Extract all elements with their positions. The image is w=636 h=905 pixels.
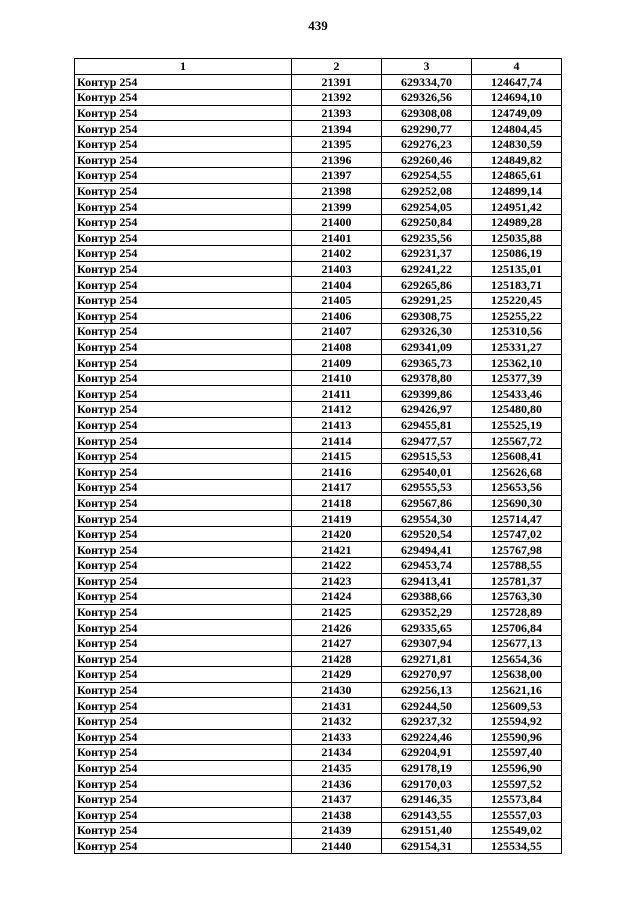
x-coordinate-cell: 629378,80 [382,370,472,386]
contour-name-cell: Контур 254 [75,620,292,636]
point-number-cell: 21394 [292,121,382,137]
y-coordinate-cell: 125788,55 [472,558,562,574]
table-row [75,713,562,729]
contour-name-cell: Контур 254 [75,246,292,262]
table-row [75,511,562,527]
contour-name-cell: Контур 254 [75,651,292,667]
point-number-cell: 21424 [292,589,382,605]
x-coordinate-cell: 629237,32 [382,713,472,729]
table-row [75,698,562,714]
point-number-cell: 21399 [292,199,382,215]
contour-name-cell: Контур 254 [75,791,292,807]
table-row [75,105,562,121]
contour-name-cell: Контур 254 [75,760,292,776]
point-number-cell: 21402 [292,246,382,262]
point-number-cell: 21410 [292,370,382,386]
y-coordinate-cell: 125086,19 [472,246,562,262]
contour-name-cell: Контур 254 [75,838,292,854]
x-coordinate-cell: 629399,86 [382,386,472,402]
point-number-cell: 21415 [292,448,382,464]
contour-name-cell: Контур 254 [75,277,292,293]
contour-name-cell: Контур 254 [75,324,292,340]
point-number-cell: 21420 [292,526,382,542]
point-number-cell: 21395 [292,136,382,152]
table-row [75,152,562,168]
y-coordinate-cell: 124865,61 [472,168,562,184]
contour-name-cell: Контур 254 [75,589,292,605]
page-number: 439 [308,18,328,33]
point-number-cell: 21397 [292,168,382,184]
x-coordinate-cell: 629265,86 [382,277,472,293]
point-number-cell: 21440 [292,838,382,854]
x-coordinate-cell: 629270,97 [382,667,472,683]
column-header-1: 1 [75,59,292,75]
contour-name-cell: Контур 254 [75,308,292,324]
contour-name-cell: Контур 254 [75,214,292,230]
y-coordinate-cell: 125728,89 [472,604,562,620]
y-coordinate-cell: 125255,22 [472,308,562,324]
table-row [75,604,562,620]
table-row [75,745,562,761]
y-coordinate-cell: 125480,80 [472,402,562,418]
table-row [75,448,562,464]
x-coordinate-cell: 629151,40 [382,823,472,839]
table-row [75,791,562,807]
point-number-cell: 21405 [292,292,382,308]
x-coordinate-cell: 629554,30 [382,511,472,527]
table-row [75,230,562,246]
x-coordinate-cell: 629426,97 [382,402,472,418]
x-coordinate-cell: 629244,50 [382,698,472,714]
y-coordinate-cell: 125706,84 [472,620,562,636]
y-coordinate-cell: 125183,71 [472,277,562,293]
point-number-cell: 21403 [292,261,382,277]
x-coordinate-cell: 629256,13 [382,682,472,698]
table-row [75,292,562,308]
point-number-cell: 21416 [292,464,382,480]
y-coordinate-cell: 125714,47 [472,511,562,527]
point-number-cell: 21421 [292,542,382,558]
y-coordinate-cell: 125608,41 [472,448,562,464]
x-coordinate-cell: 629290,77 [382,121,472,137]
contour-name-cell: Контур 254 [75,745,292,761]
y-coordinate-cell: 125567,72 [472,433,562,449]
contour-name-cell: Контур 254 [75,417,292,433]
point-number-cell: 21437 [292,791,382,807]
point-number-cell: 21429 [292,667,382,683]
x-coordinate-cell: 629567,86 [382,495,472,511]
y-coordinate-cell: 125781,37 [472,573,562,589]
column-header-3: 3 [382,59,472,75]
contour-name-cell: Контур 254 [75,105,292,121]
x-coordinate-cell: 629326,30 [382,324,472,340]
y-coordinate-cell: 124830,59 [472,136,562,152]
y-coordinate-cell: 124849,82 [472,152,562,168]
contour-name-cell: Контур 254 [75,667,292,683]
table-row [75,402,562,418]
y-coordinate-cell: 124694,10 [472,90,562,106]
contour-name-cell: Контур 254 [75,230,292,246]
contour-name-cell: Контур 254 [75,480,292,496]
table-row [75,324,562,340]
contour-name-cell: Контур 254 [75,682,292,698]
table-row [75,183,562,199]
point-number-cell: 21428 [292,651,382,667]
point-number-cell: 21418 [292,495,382,511]
contour-name-cell: Контур 254 [75,573,292,589]
x-coordinate-cell: 629241,22 [382,261,472,277]
table-row [75,589,562,605]
contour-name-cell: Контур 254 [75,74,292,90]
point-number-cell: 21438 [292,807,382,823]
x-coordinate-cell: 629335,65 [382,620,472,636]
y-coordinate-cell: 125747,02 [472,526,562,542]
point-number-cell: 21404 [292,277,382,293]
table-row [75,370,562,386]
contour-name-cell: Контур 254 [75,823,292,839]
y-coordinate-cell: 125597,40 [472,745,562,761]
y-coordinate-cell: 125135,01 [472,261,562,277]
x-coordinate-cell: 629413,41 [382,573,472,589]
y-coordinate-cell: 125596,90 [472,760,562,776]
header-row [75,59,562,75]
y-coordinate-cell: 124804,45 [472,121,562,137]
x-coordinate-cell: 629494,41 [382,542,472,558]
x-coordinate-cell: 629520,54 [382,526,472,542]
x-coordinate-cell: 629334,70 [382,74,472,90]
x-coordinate-cell: 629555,53 [382,480,472,496]
contour-name-cell: Контур 254 [75,713,292,729]
table-row [75,74,562,90]
contour-name-cell: Контур 254 [75,199,292,215]
contour-name-cell: Контур 254 [75,807,292,823]
contour-name-cell: Контур 254 [75,168,292,184]
point-number-cell: 21409 [292,355,382,371]
x-coordinate-cell: 629453,74 [382,558,472,574]
table-row [75,339,562,355]
y-coordinate-cell: 125621,16 [472,682,562,698]
point-number-cell: 21398 [292,183,382,199]
x-coordinate-cell: 629276,23 [382,136,472,152]
point-number-cell: 21425 [292,604,382,620]
y-coordinate-cell: 125573,84 [472,791,562,807]
table-row [75,620,562,636]
point-number-cell: 21401 [292,230,382,246]
x-coordinate-cell: 629515,53 [382,448,472,464]
contour-name-cell: Контур 254 [75,183,292,199]
table-row [75,417,562,433]
table-row [75,433,562,449]
y-coordinate-cell: 125654,36 [472,651,562,667]
point-number-cell: 21408 [292,339,382,355]
x-coordinate-cell: 629235,56 [382,230,472,246]
table-row [75,651,562,667]
table-row [75,90,562,106]
column-header-2: 2 [292,59,382,75]
x-coordinate-cell: 629455,81 [382,417,472,433]
contour-name-cell: Контур 254 [75,261,292,277]
y-coordinate-cell: 125638,00 [472,667,562,683]
y-coordinate-cell: 125035,88 [472,230,562,246]
contour-name-cell: Контур 254 [75,729,292,745]
table-row [75,277,562,293]
table-row [75,573,562,589]
table-row [75,729,562,745]
y-coordinate-cell: 125433,46 [472,386,562,402]
y-coordinate-cell: 125590,96 [472,729,562,745]
y-coordinate-cell: 124951,42 [472,199,562,215]
contour-name-cell: Контур 254 [75,339,292,355]
point-number-cell: 21414 [292,433,382,449]
point-number-cell: 21396 [292,152,382,168]
x-coordinate-cell: 629170,03 [382,776,472,792]
contour-name-cell: Контур 254 [75,698,292,714]
point-number-cell: 21422 [292,558,382,574]
table-row [75,667,562,683]
contour-name-cell: Контур 254 [75,495,292,511]
point-number-cell: 21417 [292,480,382,496]
x-coordinate-cell: 629291,25 [382,292,472,308]
point-number-cell: 21430 [292,682,382,698]
contour-name-cell: Контур 254 [75,448,292,464]
point-number-cell: 21431 [292,698,382,714]
x-coordinate-cell: 629308,08 [382,105,472,121]
y-coordinate-cell: 125597,52 [472,776,562,792]
point-number-cell: 21393 [292,105,382,121]
point-number-cell: 21407 [292,324,382,340]
table-row [75,558,562,574]
point-number-cell: 21426 [292,620,382,636]
contour-name-cell: Контур 254 [75,152,292,168]
x-coordinate-cell: 629477,57 [382,433,472,449]
contour-name-cell: Контур 254 [75,776,292,792]
y-coordinate-cell: 125525,19 [472,417,562,433]
x-coordinate-cell: 629540,01 [382,464,472,480]
x-coordinate-cell: 629254,05 [382,199,472,215]
y-coordinate-cell: 125534,55 [472,838,562,854]
x-coordinate-cell: 629154,31 [382,838,472,854]
y-coordinate-cell: 125653,56 [472,480,562,496]
x-coordinate-cell: 629365,73 [382,355,472,371]
y-coordinate-cell: 125362,10 [472,355,562,371]
table-row [75,246,562,262]
y-coordinate-cell: 125626,68 [472,464,562,480]
y-coordinate-cell: 125609,53 [472,698,562,714]
x-coordinate-cell: 629271,81 [382,651,472,667]
point-number-cell: 21392 [292,90,382,106]
y-coordinate-cell: 125594,92 [472,713,562,729]
x-coordinate-cell: 629250,84 [382,214,472,230]
table-row [75,386,562,402]
point-number-cell: 21433 [292,729,382,745]
point-number-cell: 21439 [292,823,382,839]
table-row [75,199,562,215]
y-coordinate-cell: 125763,30 [472,589,562,605]
contour-name-cell: Контур 254 [75,511,292,527]
table-row [75,168,562,184]
x-coordinate-cell: 629204,91 [382,745,472,761]
table-row [75,480,562,496]
x-coordinate-cell: 629341,09 [382,339,472,355]
contour-name-cell: Контур 254 [75,604,292,620]
table-body [75,74,562,854]
table-row [75,635,562,651]
x-coordinate-cell: 629308,75 [382,308,472,324]
table-row [75,308,562,324]
y-coordinate-cell: 125220,45 [472,292,562,308]
point-number-cell: 21423 [292,573,382,589]
point-number-cell: 21413 [292,417,382,433]
contour-name-cell: Контур 254 [75,90,292,106]
point-number-cell: 21435 [292,760,382,776]
table-row [75,760,562,776]
point-number-cell: 21411 [292,386,382,402]
x-coordinate-cell: 629260,46 [382,152,472,168]
table-header [75,59,562,75]
point-number-cell: 21400 [292,214,382,230]
point-number-cell: 21419 [292,511,382,527]
table-row [75,682,562,698]
x-coordinate-cell: 629224,46 [382,729,472,745]
y-coordinate-cell: 125310,56 [472,324,562,340]
y-coordinate-cell: 125557,03 [472,807,562,823]
x-coordinate-cell: 629231,37 [382,246,472,262]
y-coordinate-cell: 124647,74 [472,74,562,90]
table-row [75,542,562,558]
contour-name-cell: Контур 254 [75,433,292,449]
point-number-cell: 21427 [292,635,382,651]
contour-name-cell: Контур 254 [75,370,292,386]
contour-name-cell: Контур 254 [75,386,292,402]
y-coordinate-cell: 124899,14 [472,183,562,199]
contour-name-cell: Контур 254 [75,526,292,542]
x-coordinate-cell: 629326,56 [382,90,472,106]
y-coordinate-cell: 124749,09 [472,105,562,121]
x-coordinate-cell: 629388,66 [382,589,472,605]
table-row [75,838,562,854]
table-row [75,823,562,839]
table-row [75,121,562,137]
point-number-cell: 21391 [292,74,382,90]
contour-name-cell: Контур 254 [75,136,292,152]
point-number-cell: 21406 [292,308,382,324]
contour-name-cell: Контур 254 [75,542,292,558]
table-row [75,526,562,542]
table-row [75,464,562,480]
contour-name-cell: Контур 254 [75,355,292,371]
point-number-cell: 21432 [292,713,382,729]
y-coordinate-cell: 124989,28 [472,214,562,230]
coordinates-table [74,58,562,854]
contour-name-cell: Контур 254 [75,292,292,308]
contour-name-cell: Контур 254 [75,558,292,574]
contour-name-cell: Контур 254 [75,402,292,418]
y-coordinate-cell: 125677,13 [472,635,562,651]
x-coordinate-cell: 629146,35 [382,791,472,807]
point-number-cell: 21412 [292,402,382,418]
x-coordinate-cell: 629254,55 [382,168,472,184]
point-number-cell: 21434 [292,745,382,761]
y-coordinate-cell: 125377,39 [472,370,562,386]
contour-name-cell: Контур 254 [75,121,292,137]
contour-name-cell: Контур 254 [75,464,292,480]
table-row [75,776,562,792]
y-coordinate-cell: 125767,98 [472,542,562,558]
y-coordinate-cell: 125549,02 [472,823,562,839]
table-row [75,214,562,230]
contour-name-cell: Контур 254 [75,635,292,651]
column-header-4: 4 [472,59,562,75]
table-row [75,261,562,277]
x-coordinate-cell: 629178,19 [382,760,472,776]
y-coordinate-cell: 125690,30 [472,495,562,511]
x-coordinate-cell: 629143,55 [382,807,472,823]
point-number-cell: 21436 [292,776,382,792]
table-row [75,807,562,823]
table-row [75,355,562,371]
table-row [75,136,562,152]
table-row [75,495,562,511]
y-coordinate-cell: 125331,27 [472,339,562,355]
x-coordinate-cell: 629307,94 [382,635,472,651]
x-coordinate-cell: 629252,08 [382,183,472,199]
x-coordinate-cell: 629352,29 [382,604,472,620]
